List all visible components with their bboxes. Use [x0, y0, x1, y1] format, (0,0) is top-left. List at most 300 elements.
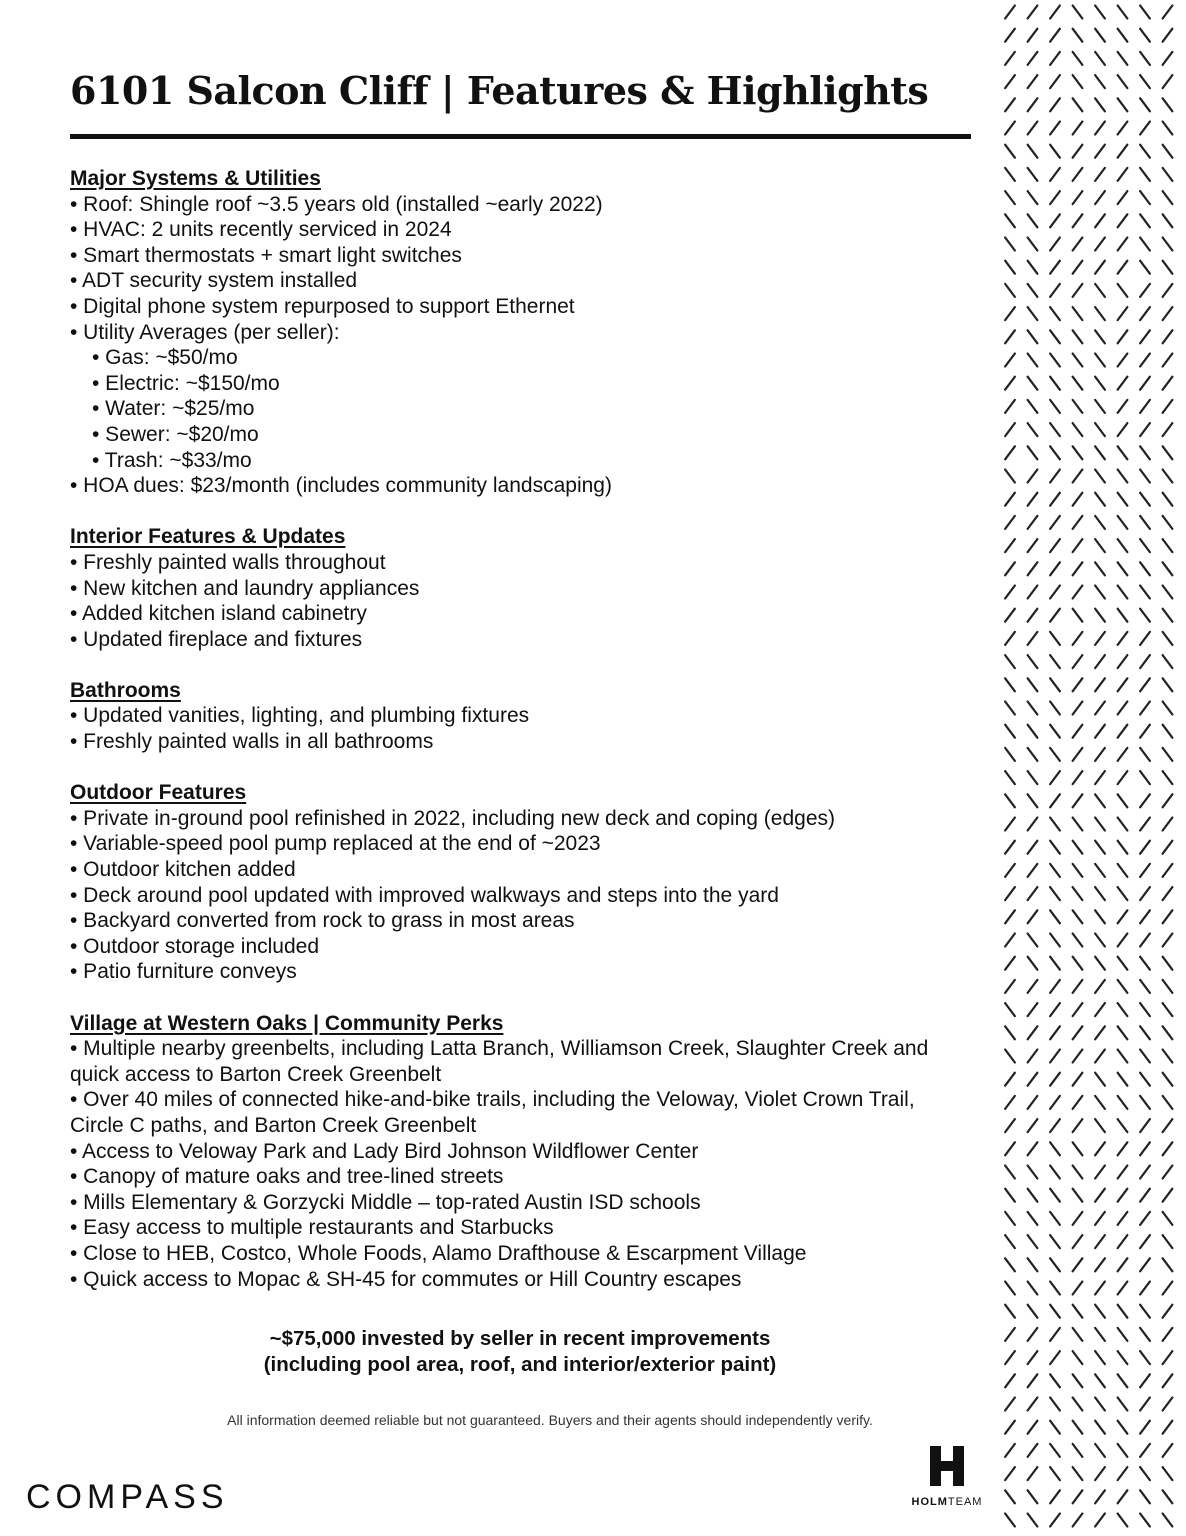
pattern-stroke [1163, 1328, 1173, 1341]
pattern-stroke [1050, 168, 1060, 181]
summary-line: ~$75,000 invested by seller in recent improvements [269, 1327, 771, 1350]
pattern-stroke [1073, 609, 1083, 622]
pattern-stroke [1095, 794, 1105, 807]
pattern-stroke [1050, 841, 1060, 854]
pattern-stroke [1118, 1514, 1128, 1527]
pattern-stroke [1095, 354, 1105, 367]
pattern-stroke [1140, 168, 1150, 181]
pattern-stroke [1005, 1166, 1015, 1179]
pattern-stroke [1118, 330, 1128, 343]
pattern-stroke [1163, 794, 1173, 807]
pattern-stroke [1140, 934, 1150, 947]
pattern-stroke [1118, 470, 1128, 483]
list-item: • HVAC: 2 units recently serviced in 2024 [70, 218, 452, 242]
pattern-stroke [1163, 1514, 1173, 1527]
features-content [70, 166, 965, 1318]
pattern-stroke [1095, 864, 1105, 877]
pattern-stroke [1028, 516, 1038, 529]
section-outdoor [70, 780, 965, 985]
pattern-stroke [1073, 423, 1083, 436]
pattern-stroke [1095, 1212, 1105, 1225]
pattern-stroke [1050, 446, 1060, 459]
pattern-stroke [1073, 1398, 1083, 1411]
pattern-stroke [1140, 1026, 1150, 1039]
pattern-stroke [1028, 1490, 1038, 1503]
pattern-stroke [1028, 771, 1038, 784]
pattern-stroke [1140, 354, 1150, 367]
pattern-stroke [1118, 1003, 1128, 1016]
pattern-stroke [1140, 330, 1150, 343]
pattern-stroke [1163, 261, 1173, 274]
pattern-stroke [1140, 1444, 1150, 1457]
pattern-stroke [1050, 1514, 1060, 1527]
pattern-stroke [1050, 1119, 1060, 1132]
pattern-stroke [1005, 1212, 1015, 1225]
pattern-stroke [1050, 238, 1060, 251]
pattern-stroke [1028, 1003, 1038, 1016]
pattern-stroke [1140, 609, 1150, 622]
pattern-stroke [1095, 191, 1105, 204]
pattern-stroke [1118, 1096, 1128, 1109]
pattern-stroke [1073, 794, 1083, 807]
pattern-stroke [1073, 771, 1083, 784]
pattern-stroke [1005, 1073, 1015, 1086]
pattern-stroke [1005, 145, 1015, 158]
pattern-stroke [1073, 446, 1083, 459]
pattern-stroke [1028, 1351, 1038, 1364]
pattern-stroke [1073, 75, 1083, 88]
pattern-stroke [1118, 818, 1128, 831]
list-item: • Over 40 miles of connected hike-and-bike trails, including the Veloway, Violet Crown Trail, Circle C paths, and Barton Creek Greenbelt [70, 1088, 915, 1137]
pattern-stroke [1050, 1166, 1060, 1179]
pattern-stroke [1095, 214, 1105, 227]
pattern-stroke [1095, 1119, 1105, 1132]
pattern-stroke [1050, 725, 1060, 738]
pattern-stroke [1073, 284, 1083, 297]
pattern-stroke [1050, 1235, 1060, 1248]
pattern-stroke [1005, 1142, 1015, 1155]
pattern-stroke [1050, 934, 1060, 947]
pattern-stroke [1163, 957, 1173, 970]
pattern-stroke [1028, 1514, 1038, 1527]
pattern-stroke [1118, 1189, 1128, 1202]
pattern-stroke [1095, 145, 1105, 158]
pattern-stroke [1005, 446, 1015, 459]
list-item: • Deck around pool updated with improved walkways and steps into the yard [70, 883, 779, 907]
pattern-stroke [1095, 678, 1105, 691]
pattern-stroke [1163, 1351, 1173, 1364]
pattern-stroke [1050, 1282, 1060, 1295]
pattern-stroke [1095, 1189, 1105, 1202]
pattern-stroke [1118, 1351, 1128, 1364]
pattern-stroke [1118, 702, 1128, 715]
pattern-stroke [1163, 191, 1173, 204]
diagonal-pattern-decoration [996, 0, 1186, 1536]
pattern-stroke [1118, 841, 1128, 854]
pattern-stroke [1118, 655, 1128, 668]
pattern-stroke [1118, 1490, 1128, 1503]
pattern-stroke [1095, 818, 1105, 831]
pattern-stroke [1073, 934, 1083, 947]
pattern-stroke [1118, 794, 1128, 807]
list-item: • Mills Elementary & Gorzycki Middle – top-rated Austin ISD schools [70, 1190, 701, 1214]
pattern-stroke [1028, 1421, 1038, 1434]
pattern-stroke [1118, 771, 1128, 784]
pattern-stroke [1118, 1282, 1128, 1295]
pattern-stroke [1050, 1026, 1060, 1039]
pattern-stroke [1163, 446, 1173, 459]
pattern-stroke [1028, 98, 1038, 111]
pattern-stroke [1073, 1328, 1083, 1341]
compass-logo: COMPASS [26, 1478, 229, 1516]
pattern-stroke [1028, 493, 1038, 506]
pattern-stroke [1163, 678, 1173, 691]
pattern-stroke [1095, 1050, 1105, 1063]
pattern-stroke [1163, 470, 1173, 483]
pattern-stroke [1140, 632, 1150, 645]
pattern-stroke [1050, 1096, 1060, 1109]
pattern-stroke [1073, 145, 1083, 158]
pattern-stroke [1118, 1119, 1128, 1132]
section-community [70, 1011, 965, 1293]
pattern-stroke [1140, 841, 1150, 854]
list-item: • Freshly painted walls in all bathrooms [70, 730, 434, 754]
pattern-stroke [1073, 1189, 1083, 1202]
pattern-stroke [1073, 910, 1083, 923]
pattern-stroke [1028, 934, 1038, 947]
pattern-stroke [1005, 1514, 1015, 1527]
pattern-stroke [1005, 1050, 1015, 1063]
pattern-stroke [1095, 725, 1105, 738]
pattern-stroke [1005, 377, 1015, 390]
pattern-stroke [1028, 400, 1038, 413]
pattern-stroke [1050, 562, 1060, 575]
pattern-stroke [1140, 1119, 1150, 1132]
pattern-stroke [1163, 330, 1173, 343]
pattern-stroke [1095, 887, 1105, 900]
pattern-stroke [1073, 1305, 1083, 1318]
pattern-stroke [1118, 1166, 1128, 1179]
sub-list-item: • Gas: ~$50/mo [92, 346, 238, 370]
pattern-stroke [1118, 168, 1128, 181]
pattern-stroke [1140, 1050, 1150, 1063]
pattern-stroke [1050, 1142, 1060, 1155]
pattern-stroke [1028, 818, 1038, 831]
list-item: • Patio furniture conveys [70, 960, 297, 984]
pattern-stroke [1073, 52, 1083, 65]
pattern-stroke [1095, 609, 1105, 622]
pattern-stroke [1095, 1096, 1105, 1109]
pattern-stroke [1050, 29, 1060, 42]
pattern-stroke [1073, 400, 1083, 413]
pattern-stroke [1163, 586, 1173, 599]
pattern-stroke [1163, 400, 1173, 413]
pattern-stroke [1163, 214, 1173, 227]
pattern-stroke [1050, 818, 1060, 831]
pattern-stroke [1073, 122, 1083, 135]
list-item: • Added kitchen island cabinetry [70, 602, 367, 626]
pattern-stroke [1118, 1026, 1128, 1039]
pattern-stroke [1163, 539, 1173, 552]
pattern-stroke [1073, 980, 1083, 993]
pattern-stroke [1118, 98, 1128, 111]
pattern-stroke [1163, 562, 1173, 575]
pattern-stroke [1005, 354, 1015, 367]
pattern-stroke [1050, 748, 1060, 761]
pattern-stroke [1163, 1444, 1173, 1457]
pattern-stroke [1073, 330, 1083, 343]
pattern-stroke [1118, 284, 1128, 297]
holm-mark-icon [930, 1446, 964, 1486]
pattern-stroke [1073, 377, 1083, 390]
pattern-stroke [1050, 678, 1060, 691]
pattern-stroke [1140, 655, 1150, 668]
pattern-stroke [1050, 307, 1060, 320]
pattern-stroke [1095, 934, 1105, 947]
pattern-stroke [1050, 864, 1060, 877]
pattern-stroke [1163, 887, 1173, 900]
pattern-stroke [1073, 493, 1083, 506]
pattern-stroke [1050, 470, 1060, 483]
pattern-stroke [1140, 1282, 1150, 1295]
pattern-stroke [1118, 446, 1128, 459]
pattern-stroke [1028, 1212, 1038, 1225]
list-item: • Variable-speed pool pump replaced at the end of ~2023 [70, 832, 601, 856]
pattern-stroke [1118, 400, 1128, 413]
pattern-stroke [1140, 446, 1150, 459]
pattern-stroke [1050, 1374, 1060, 1387]
pattern-stroke [1073, 539, 1083, 552]
pattern-stroke [1028, 609, 1038, 622]
pattern-stroke [1118, 980, 1128, 993]
pattern-stroke [1050, 98, 1060, 111]
pattern-stroke [1140, 887, 1150, 900]
pattern-stroke [1028, 957, 1038, 970]
pattern-stroke [1140, 748, 1150, 761]
pattern-stroke [1073, 1026, 1083, 1039]
pattern-stroke [1118, 1374, 1128, 1387]
pattern-stroke [1005, 122, 1015, 135]
pattern-stroke [1140, 470, 1150, 483]
pattern-stroke [1163, 52, 1173, 65]
pattern-stroke [1118, 1444, 1128, 1457]
investment-summary [70, 1326, 970, 1378]
team-word: TEAM [947, 1496, 983, 1508]
pattern-stroke [1005, 1282, 1015, 1295]
pattern-stroke [1050, 191, 1060, 204]
pattern-stroke [1028, 794, 1038, 807]
pattern-stroke [1073, 1282, 1083, 1295]
pattern-stroke [1118, 516, 1128, 529]
pattern-stroke [1073, 261, 1083, 274]
pattern-stroke [1050, 6, 1060, 19]
pattern-stroke [1140, 1073, 1150, 1086]
pattern-stroke [1095, 910, 1105, 923]
pattern-stroke [1118, 1421, 1128, 1434]
pattern-stroke [1095, 29, 1105, 42]
pattern-stroke [1073, 238, 1083, 251]
pattern-stroke [1118, 1050, 1128, 1063]
pattern-stroke [1005, 934, 1015, 947]
pattern-stroke [1073, 307, 1083, 320]
pattern-stroke [1028, 1374, 1038, 1387]
pattern-stroke [1028, 1189, 1038, 1202]
pattern-stroke [1005, 191, 1015, 204]
pattern-stroke [1028, 330, 1038, 343]
pattern-stroke [1005, 1398, 1015, 1411]
list-item: • Multiple nearby greenbelts, including Latta Branch, Williamson Creek, Slaughter Creek and quick access to Barton Creek Greenbelt [70, 1037, 929, 1086]
list-item: • Updated vanities, lighting, and plumbing fixtures [70, 704, 530, 728]
pattern-stroke [1028, 748, 1038, 761]
pattern-stroke [1118, 586, 1128, 599]
pattern-stroke [1028, 678, 1038, 691]
pattern-stroke [1118, 52, 1128, 65]
pattern-stroke [1095, 1374, 1105, 1387]
pattern-stroke [1073, 957, 1083, 970]
pattern-stroke [1118, 539, 1128, 552]
pattern-stroke [1163, 98, 1173, 111]
pattern-stroke [1140, 794, 1150, 807]
pattern-stroke [1028, 284, 1038, 297]
pattern-stroke [1163, 818, 1173, 831]
pattern-stroke [1073, 1514, 1083, 1527]
pattern-stroke [1095, 1467, 1105, 1480]
pattern-stroke [1005, 1189, 1015, 1202]
pattern-stroke [1095, 470, 1105, 483]
pattern-stroke [1005, 864, 1015, 877]
pattern-stroke [1163, 1467, 1173, 1480]
pattern-stroke [1005, 1444, 1015, 1457]
list-item: • Digital phone system repurposed to support Ethernet [70, 294, 575, 318]
pattern-stroke [1140, 400, 1150, 413]
list-item: • New kitchen and laundry appliances [70, 576, 420, 600]
list-item: • Canopy of mature oaks and tree-lined streets [70, 1165, 504, 1189]
pattern-stroke [1073, 6, 1083, 19]
pattern-stroke [1163, 980, 1173, 993]
pattern-stroke [1163, 75, 1173, 88]
pattern-stroke [1140, 957, 1150, 970]
pattern-stroke [1050, 655, 1060, 668]
pattern-stroke [1028, 655, 1038, 668]
pattern-stroke [1118, 562, 1128, 575]
pattern-stroke [1005, 98, 1015, 111]
pattern-stroke [1005, 1003, 1015, 1016]
pattern-stroke [1050, 214, 1060, 227]
list-item: • Close to HEB, Costco, Whole Foods, Alamo Drafthouse & Escarpment Village [70, 1241, 807, 1265]
pattern-stroke [1118, 864, 1128, 877]
pattern-stroke [1050, 423, 1060, 436]
pattern-stroke [1073, 1119, 1083, 1132]
pattern-stroke [1028, 910, 1038, 923]
pattern-stroke [1140, 98, 1150, 111]
pattern-stroke [1073, 1212, 1083, 1225]
list-item: • Utility Averages (per seller): [70, 320, 340, 344]
pattern-stroke [1028, 423, 1038, 436]
pattern-stroke [1050, 1073, 1060, 1086]
pattern-stroke [1095, 516, 1105, 529]
pattern-stroke [1095, 748, 1105, 761]
pattern-stroke [1028, 1026, 1038, 1039]
pattern-stroke [1163, 493, 1173, 506]
pattern-stroke [1163, 1073, 1173, 1086]
pattern-stroke [1028, 1073, 1038, 1086]
pattern-stroke [1095, 1305, 1105, 1318]
section-heading: Outdoor Features [70, 781, 247, 805]
pattern-stroke [1005, 284, 1015, 297]
pattern-stroke [1095, 1073, 1105, 1086]
pattern-stroke [1095, 98, 1105, 111]
pattern-stroke [1005, 586, 1015, 599]
pattern-stroke [1163, 910, 1173, 923]
pattern-stroke [1118, 1142, 1128, 1155]
pattern-stroke [1005, 1490, 1015, 1503]
pattern-stroke [1163, 6, 1173, 19]
pattern-stroke [1005, 1305, 1015, 1318]
pattern-stroke [1163, 934, 1173, 947]
pattern-stroke [1140, 1374, 1150, 1387]
pattern-stroke [1140, 238, 1150, 251]
pattern-stroke [1163, 377, 1173, 390]
pattern-stroke [1140, 1142, 1150, 1155]
pattern-stroke [1050, 609, 1060, 622]
pattern-stroke [1163, 122, 1173, 135]
pattern-stroke [1005, 678, 1015, 691]
pattern-stroke [1118, 957, 1128, 970]
pattern-stroke [1073, 1258, 1083, 1271]
pattern-stroke [1005, 539, 1015, 552]
pattern-stroke [1140, 493, 1150, 506]
pattern-stroke [1050, 1444, 1060, 1457]
pattern-stroke [1095, 52, 1105, 65]
pattern-stroke [1028, 307, 1038, 320]
pattern-stroke [1118, 145, 1128, 158]
pattern-stroke [1163, 702, 1173, 715]
pattern-stroke [1095, 702, 1105, 715]
pattern-stroke [1050, 632, 1060, 645]
pattern-stroke [1073, 1235, 1083, 1248]
pattern-stroke [1050, 1212, 1060, 1225]
pattern-stroke [1095, 400, 1105, 413]
pattern-stroke [1095, 539, 1105, 552]
pattern-stroke [1140, 586, 1150, 599]
pattern-stroke [1005, 1026, 1015, 1039]
pattern-stroke [1095, 1166, 1105, 1179]
pattern-stroke [1163, 29, 1173, 42]
pattern-stroke [1140, 1235, 1150, 1248]
pattern-stroke [1073, 1166, 1083, 1179]
pattern-stroke [1163, 632, 1173, 645]
pattern-stroke [1028, 1328, 1038, 1341]
pattern-stroke [1140, 1096, 1150, 1109]
pattern-stroke [1118, 122, 1128, 135]
pattern-stroke [1005, 168, 1015, 181]
pattern-stroke [1140, 562, 1150, 575]
pattern-stroke [1095, 330, 1105, 343]
pattern-stroke [1140, 122, 1150, 135]
pattern-stroke [1073, 1003, 1083, 1016]
pattern-stroke [1140, 1258, 1150, 1271]
pattern-stroke [1140, 1305, 1150, 1318]
pattern-stroke [1163, 1096, 1173, 1109]
pattern-stroke [1073, 1444, 1083, 1457]
pattern-stroke [1073, 98, 1083, 111]
pattern-stroke [1163, 1305, 1173, 1318]
pattern-stroke [1095, 238, 1105, 251]
pattern-stroke [1028, 841, 1038, 854]
pattern-stroke [1028, 562, 1038, 575]
pattern-stroke [1073, 1073, 1083, 1086]
pattern-stroke [1073, 864, 1083, 877]
